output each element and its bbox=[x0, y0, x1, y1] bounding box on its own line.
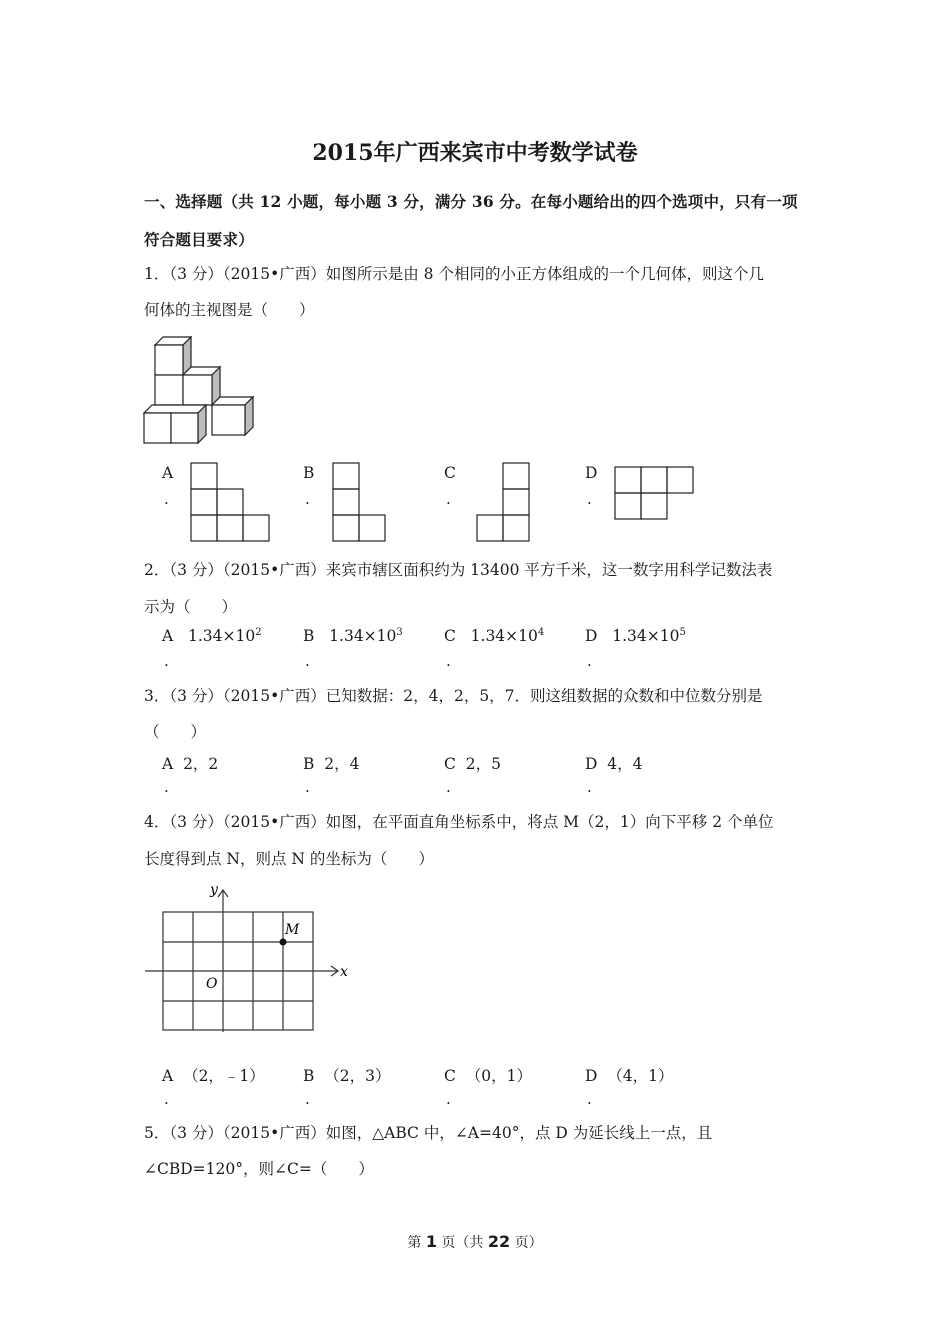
q2-option-a[interactable] bbox=[162, 627, 262, 645]
q2-option-b[interactable] bbox=[303, 627, 403, 645]
q4-option-b-label: B bbox=[303, 1067, 315, 1085]
q4-option-c-label: C bbox=[444, 1067, 456, 1085]
q2-option-b-exp: 3 bbox=[396, 627, 403, 638]
q3-option-b-label: B bbox=[303, 755, 315, 773]
q2-option-d-dot: . bbox=[587, 652, 592, 670]
footer-suffix: 页） bbox=[514, 1235, 543, 1251]
q3-option-a-text: 2，2 bbox=[183, 755, 219, 773]
q4-point-m bbox=[280, 939, 287, 946]
q1-option-b-figure[interactable] bbox=[332, 462, 390, 544]
q2-option-a-base: 1.34×10 bbox=[187, 627, 256, 645]
q2-stem-line2: 示为（ ） bbox=[144, 598, 238, 616]
q1-option-d-label[interactable]: D bbox=[585, 464, 598, 482]
q4-option-c[interactable] bbox=[444, 1064, 532, 1086]
q4-option-a[interactable] bbox=[162, 1064, 265, 1086]
q1-option-b-label[interactable]: B bbox=[303, 464, 315, 482]
q3-option-d-label: D bbox=[585, 755, 598, 773]
q3-option-b-dot: . bbox=[305, 778, 310, 796]
q1-option-a-label[interactable]: A bbox=[162, 464, 174, 482]
q2-option-c[interactable] bbox=[444, 627, 544, 645]
q2-option-a-dot: . bbox=[164, 652, 169, 670]
q1-option-d-dot: . bbox=[587, 490, 592, 508]
q1-cube-figure bbox=[140, 330, 260, 448]
q4-option-a-dot: . bbox=[164, 1090, 169, 1108]
q3-option-b[interactable] bbox=[303, 752, 359, 774]
q5-stem-line1: 5．（3 分）（2015•广西）如图，△ABC 中，∠A=40°，点 D 为延长线上一点，且 bbox=[144, 1124, 713, 1142]
q4-point-m-label: M bbox=[285, 922, 300, 938]
q3-option-d-text: 4，4 bbox=[607, 755, 643, 773]
q4-option-c-text: （0，1） bbox=[465, 1067, 532, 1085]
q4-y-axis-label: y bbox=[210, 882, 218, 898]
q2-option-a-label: A bbox=[162, 627, 174, 645]
q4-coordinate-figure bbox=[140, 880, 355, 1040]
q3-stem-line2: （ ） bbox=[144, 723, 207, 741]
q2-option-b-label: B bbox=[303, 627, 315, 645]
q1-option-d-figure[interactable] bbox=[614, 466, 698, 522]
footer-prefix: 第 bbox=[407, 1235, 422, 1251]
q4-option-b[interactable] bbox=[303, 1064, 390, 1086]
q1-option-c-dot: . bbox=[446, 490, 451, 508]
q1-stem-line2: 何体的主视图是（ ） bbox=[144, 301, 315, 319]
footer-middle: 页（共 bbox=[441, 1235, 484, 1251]
q4-option-d-dot: . bbox=[587, 1090, 592, 1108]
footer-page-number: 1 bbox=[425, 1232, 437, 1251]
q4-stem-line1: 4．（3 分）（2015•广西）如图，在平面直角坐标系中，将点 M（2，1）向下平移 2 个单位 bbox=[144, 813, 774, 831]
q1-option-c-figure[interactable] bbox=[476, 462, 534, 544]
q4-x-axis-label: x bbox=[340, 964, 348, 980]
q3-option-c-dot: . bbox=[446, 778, 451, 796]
q2-option-d-exp: 5 bbox=[679, 627, 686, 638]
q3-option-d-dot: . bbox=[587, 778, 592, 796]
q4-option-a-label: A bbox=[162, 1067, 174, 1085]
section-heading-line2: 符合题目要求） bbox=[144, 230, 254, 249]
q2-option-c-dot: . bbox=[446, 652, 451, 670]
q2-option-c-base: 1.34×10 bbox=[470, 627, 538, 645]
q2-option-d-base: 1.34×10 bbox=[612, 627, 680, 645]
q2-option-c-exp: 4 bbox=[537, 627, 545, 638]
section-heading-line1: 一、选择题（共 12 小题，每小题 3 分，满分 36 分。在每小题给出的四个选项中，只有一项 bbox=[144, 192, 798, 211]
page-title: 2015年广西来宾市中考数学试卷 bbox=[312, 140, 638, 166]
q4-option-b-dot: . bbox=[305, 1090, 310, 1108]
q3-option-d[interactable] bbox=[585, 752, 643, 774]
q4-option-c-dot: . bbox=[446, 1090, 451, 1108]
q4-option-d[interactable] bbox=[585, 1064, 674, 1086]
q1-option-a-dot: . bbox=[164, 490, 169, 508]
q4-axes bbox=[145, 890, 338, 1032]
q4-option-b-text: （2，3） bbox=[324, 1067, 391, 1085]
q3-option-c[interactable] bbox=[444, 752, 501, 774]
q3-option-b-text: 2，4 bbox=[324, 755, 360, 773]
q4-option-d-label: D bbox=[585, 1067, 598, 1085]
q3-option-a-label: A bbox=[162, 755, 174, 773]
q2-stem-line1: 2．（3 分）（2015•广西）来宾市辖区面积约为 13400 平方千米，这一数字用科学记数法表 bbox=[144, 561, 773, 579]
q4-stem-line2: 长度得到点 N，则点 N 的坐标为（ ） bbox=[144, 850, 434, 868]
q1-option-c-label[interactable]: C bbox=[444, 464, 456, 482]
footer-total-pages: 22 bbox=[487, 1232, 511, 1251]
q3-option-c-text: 2，5 bbox=[465, 755, 501, 773]
q2-option-b-base: 1.34×10 bbox=[329, 627, 397, 645]
q4-option-d-text: （4，1） bbox=[607, 1067, 674, 1085]
q3-stem-line1: 3．（3 分）（2015•广西）已知数据：2，4，2，5，7．则这组数据的众数和中位数分别是 bbox=[144, 687, 763, 705]
q2-option-d-label: D bbox=[585, 627, 598, 645]
q2-option-a-exp: 2 bbox=[255, 627, 262, 638]
q1-stem-line1: 1．（3 分）（2015•广西）如图所示是由 8 个相同的小正方体组成的一个几何体，则这个几 bbox=[144, 265, 764, 283]
q3-option-a[interactable] bbox=[162, 752, 218, 774]
q4-option-a-text: （2，﹣1） bbox=[183, 1067, 265, 1085]
q5-stem-line2: ∠CBD=120°，则∠C=（ ） bbox=[144, 1160, 374, 1178]
q2-option-d[interactable] bbox=[585, 627, 686, 645]
q2-option-c-label: C bbox=[444, 627, 456, 645]
page-footer bbox=[0, 1232, 950, 1252]
q3-option-c-label: C bbox=[444, 755, 456, 773]
q1-option-a-figure[interactable] bbox=[190, 462, 274, 544]
q1-option-b-dot: . bbox=[305, 490, 310, 508]
q2-option-b-dot: . bbox=[305, 652, 310, 670]
q3-option-a-dot: . bbox=[164, 778, 169, 796]
q4-origin-label: O bbox=[206, 976, 218, 992]
